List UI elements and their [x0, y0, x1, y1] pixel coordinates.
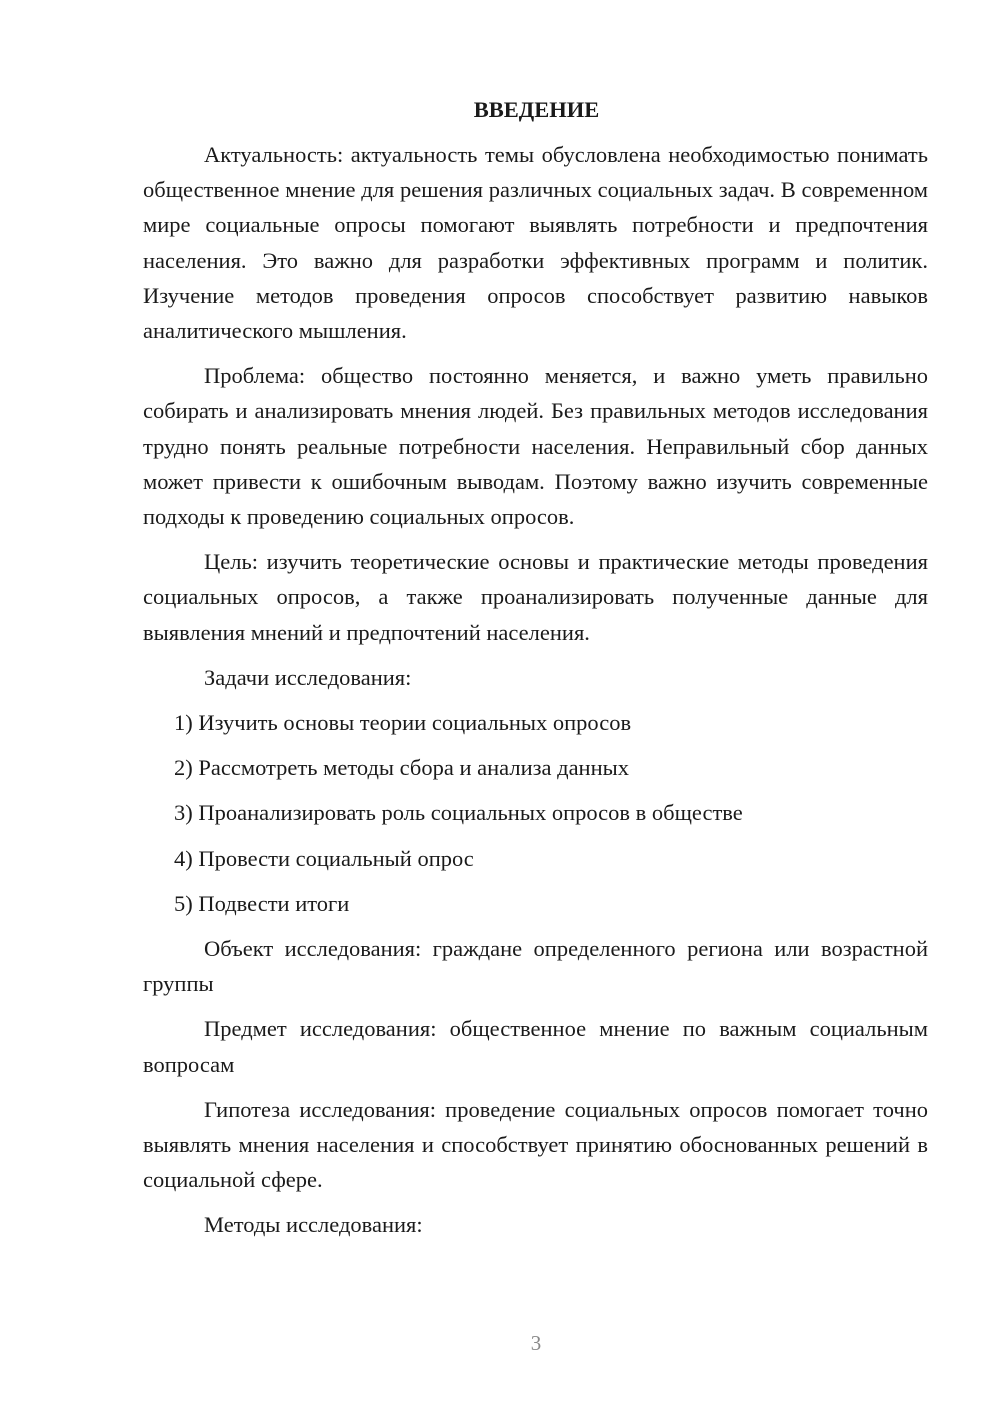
tasks-heading: Задачи исследования:	[204, 664, 412, 690]
list-item: 1) Изучить основы теории социальных опросов	[174, 710, 632, 736]
list-item: 3) Проанализировать роль социальных опросов в обществе	[174, 800, 743, 826]
document-page	[143, 92, 928, 1253]
subject-paragraph: Предмет исследования: общественное мнение по важным социальным вопросам	[143, 1016, 928, 1077]
relevance-paragraph: Актуальность: актуальность темы обусловлена необходимостью понимать общественное мнение для решения различных социальных задач. В современном мире социальные опросы помогают выявлять потребности и предпочтения населения. Это важно для разработки эффективных программ и политик. Изучение методов проведения опросов способствует развитию навыков аналитического мышления.	[143, 142, 928, 344]
page-number: 3	[530, 1331, 542, 1355]
tasks-list	[143, 705, 928, 921]
list-item: 4) Провести социальный опрос	[174, 845, 474, 871]
list-item: 5) Подвести итоги	[174, 890, 350, 916]
list-item: 2) Рассмотреть методы сбора и анализа данных	[174, 755, 629, 781]
hypothesis-paragraph: Гипотеза исследования: проведение социальных опросов помогает точно выявлять мнения населения и способствует принятию обоснованных решений в социальной сфере.	[143, 1096, 928, 1193]
problem-paragraph: Проблема: общество постоянно меняется, и важно уметь правильно собирать и анализировать мнения людей. Без правильных методов исследования трудно понять реальные потребности населения. Неправильный сбор данных может привести к ошибочным выводам. Поэтому важно изучить современные подходы к проведению социальных опросов.	[143, 363, 928, 530]
object-paragraph: Объект исследования: граждане определенного региона или возрастной группы	[143, 936, 928, 997]
page-title: ВВЕДЕНИЕ	[473, 97, 600, 122]
methods-heading: Методы исследования:	[204, 1212, 423, 1238]
goal-paragraph: Цель: изучить теоретические основы и практические методы проведения социальных опросов, а также проанализировать полученные данные для выявления мнений и предпочтений населения.	[143, 549, 928, 645]
